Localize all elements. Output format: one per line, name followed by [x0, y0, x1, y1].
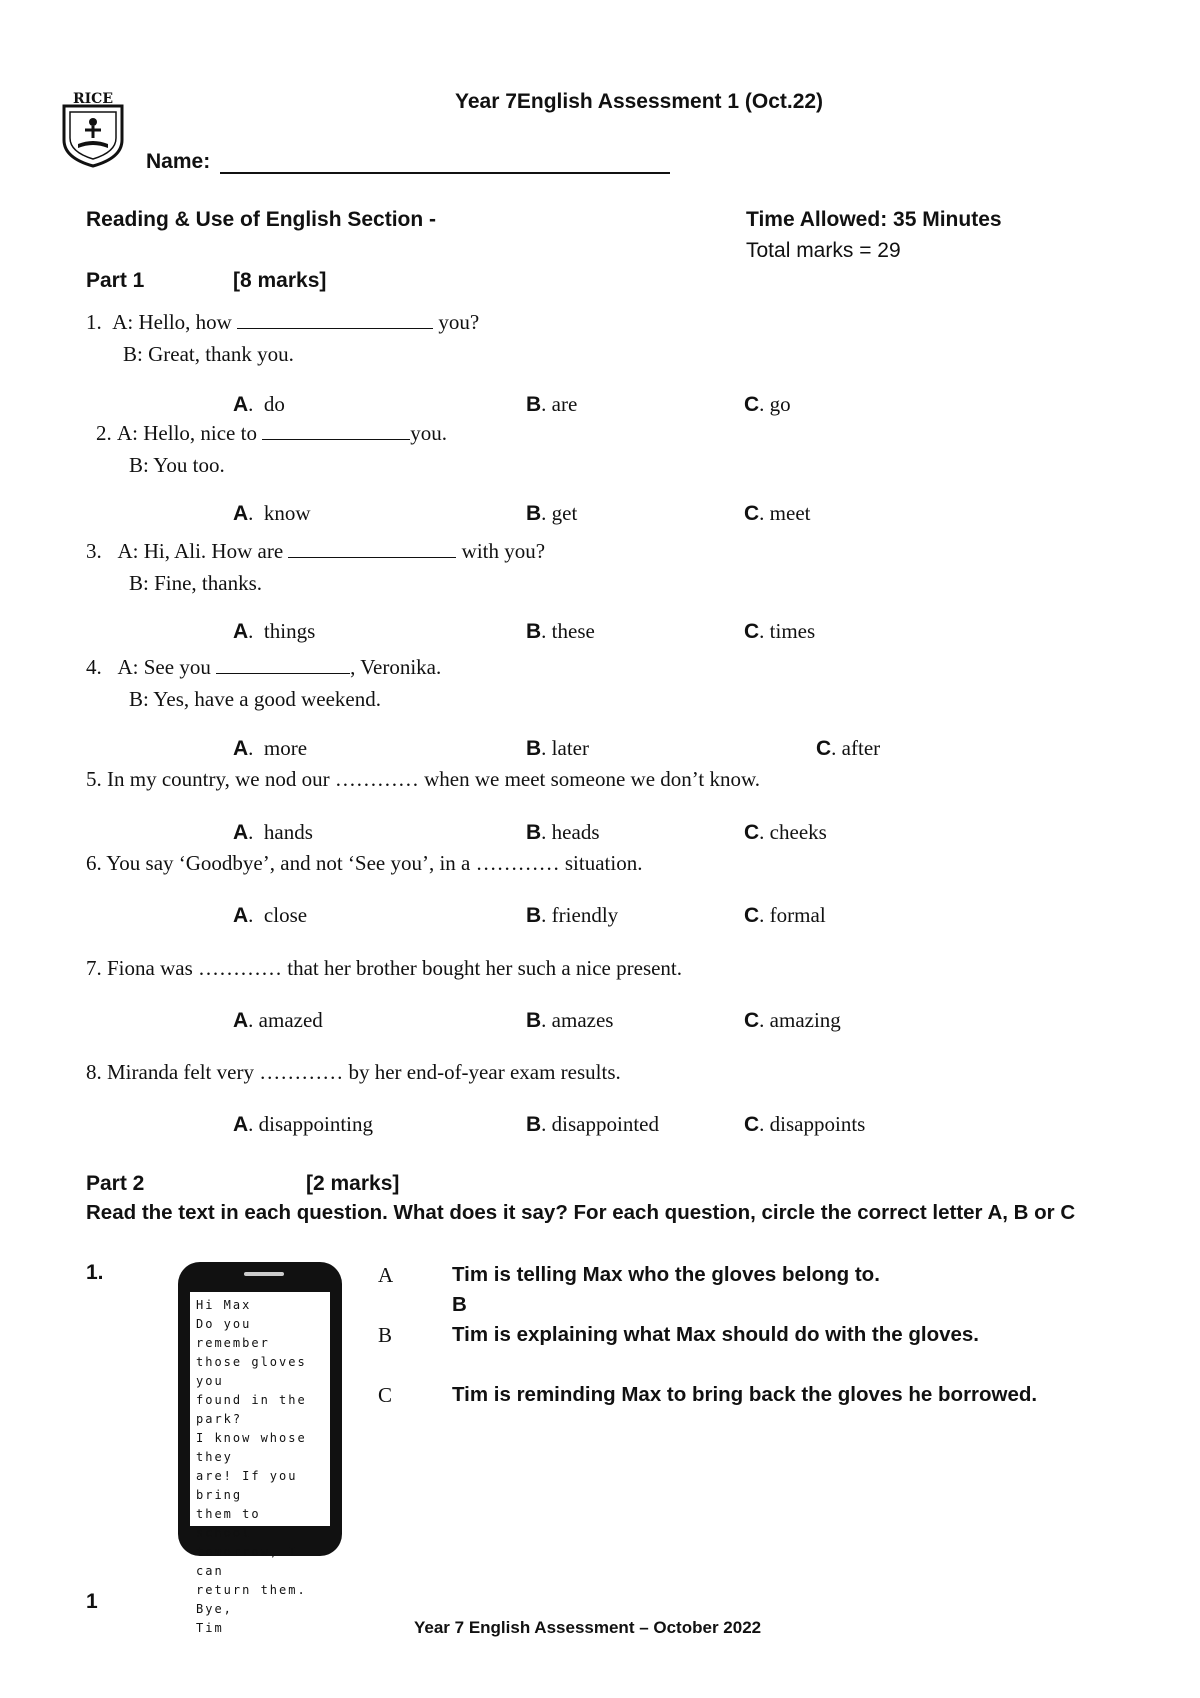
answer-blank[interactable]: [237, 310, 433, 329]
name-label: Name:: [146, 150, 211, 173]
name-field[interactable]: [220, 172, 670, 174]
phone-message: [178, 1262, 342, 1635]
question-3-line-b: B: Fine, thanks.: [129, 571, 263, 595]
q3-option-c[interactable]: C. times: [744, 619, 816, 643]
p2-option-c-letter[interactable]: C: [378, 1383, 393, 1407]
question-2-line-a: 2. A: Hello, nice to you.: [96, 421, 447, 445]
question-7: 7. Fiona was ………… that her brother bought her such a nice present.: [86, 956, 683, 980]
answer-blank[interactable]: [262, 421, 410, 440]
stray-letter: B: [452, 1293, 467, 1316]
q8-option-a[interactable]: A. disappointing: [233, 1112, 374, 1136]
school-logo: [58, 88, 128, 168]
q3-option-a[interactable]: A. things: [233, 619, 316, 643]
question-8: 8. Miranda felt very ………… by her end-of-year exam results.: [86, 1060, 621, 1084]
q2-option-c[interactable]: C. meet: [744, 501, 811, 525]
q2-option-b[interactable]: B. get: [526, 501, 578, 525]
footer-text: Year 7 English Assessment – October 2022: [414, 1618, 762, 1637]
q2-option-a[interactable]: A. know: [233, 501, 311, 525]
logo-text: RICE: [73, 91, 113, 107]
q6-option-a[interactable]: A. close: [233, 903, 308, 927]
p2-option-a-letter[interactable]: A: [378, 1263, 394, 1287]
text-message: Hi Max Do you remember those gloves you found in the park? I know whose they are! If you bring them to school tomorrow, I can return them. Bye, Tim: [196, 1298, 307, 1635]
q1-option-a[interactable]: A. do: [233, 392, 285, 416]
section-title: Reading & Use of English Section -: [86, 208, 437, 231]
q4-option-a[interactable]: A. more: [233, 736, 308, 760]
answer-blank[interactable]: [288, 539, 456, 558]
question-5: 5. In my country, we nod our ………… when we meet someone we don’t know.: [86, 767, 761, 791]
p2-option-a-text: Tim is telling Max who the gloves belong to.: [452, 1263, 880, 1286]
q7-option-b[interactable]: B. amazes: [526, 1008, 614, 1032]
q1-option-c[interactable]: C. go: [744, 392, 791, 416]
q1-option-b[interactable]: B. are: [526, 392, 578, 416]
part1-marks: [8 marks]: [233, 269, 327, 292]
total-marks: Total marks = 29: [746, 239, 901, 262]
answer-blank[interactable]: [216, 655, 350, 674]
p2-option-b-letter[interactable]: B: [378, 1323, 393, 1347]
question-1-line-b: B: Great, thank you.: [123, 342, 294, 366]
part2-marks: [2 marks]: [306, 1172, 400, 1195]
question-4-line-a: 4. A: See you , Veronika.: [86, 655, 442, 679]
part1-label: Part 1: [86, 269, 145, 292]
assessment-title: Year 7English Assessment 1 (Oct.22): [455, 90, 824, 113]
page-number: 1: [86, 1590, 98, 1613]
q6-option-b[interactable]: B. friendly: [526, 903, 619, 927]
q4-option-b[interactable]: B. later: [526, 736, 589, 760]
q7-option-c[interactable]: C. amazing: [744, 1008, 841, 1032]
q5-option-b[interactable]: B. heads: [526, 820, 600, 844]
question-6: 6. You say ‘Goodbye’, and not ‘See you’, in a ………… situation.: [86, 851, 643, 875]
part2-label: Part 2: [86, 1172, 145, 1195]
q6-option-c[interactable]: C. formal: [744, 903, 826, 927]
time-allowed: Time Allowed: 35 Minutes: [746, 208, 1002, 231]
p2-option-b-text: Tim is explaining what Max should do with the gloves.: [452, 1323, 979, 1346]
p2-option-c-text: Tim is reminding Max to bring back the gloves he borrowed.: [452, 1383, 1038, 1406]
question-2-line-b: B: You too.: [129, 453, 225, 477]
question-4-line-b: B: Yes, have a good weekend.: [129, 687, 381, 711]
phone-speaker: [244, 1272, 284, 1276]
q8-option-c[interactable]: C. disappoints: [744, 1112, 866, 1136]
q5-option-c[interactable]: C. cheeks: [744, 820, 827, 844]
q4-option-c[interactable]: C. after: [816, 736, 881, 760]
q8-option-b[interactable]: B. disappointed: [526, 1112, 659, 1136]
question-3-line-a: 3. A: Hi, Ali. How are with you?: [86, 539, 546, 563]
q7-option-a[interactable]: A. amazed: [233, 1008, 323, 1032]
question-1-line-a: 1. A: Hello, how you?: [86, 310, 480, 334]
q5-option-a[interactable]: A. hands: [233, 820, 313, 844]
phone-screen: [190, 1292, 330, 1635]
part2-instruction: Read the text in each question. What does it say? For each question, circle the correct letter A, B or C: [86, 1201, 1076, 1224]
part2-question-1-number: 1.: [86, 1261, 104, 1284]
q3-option-b[interactable]: B. these: [526, 619, 595, 643]
